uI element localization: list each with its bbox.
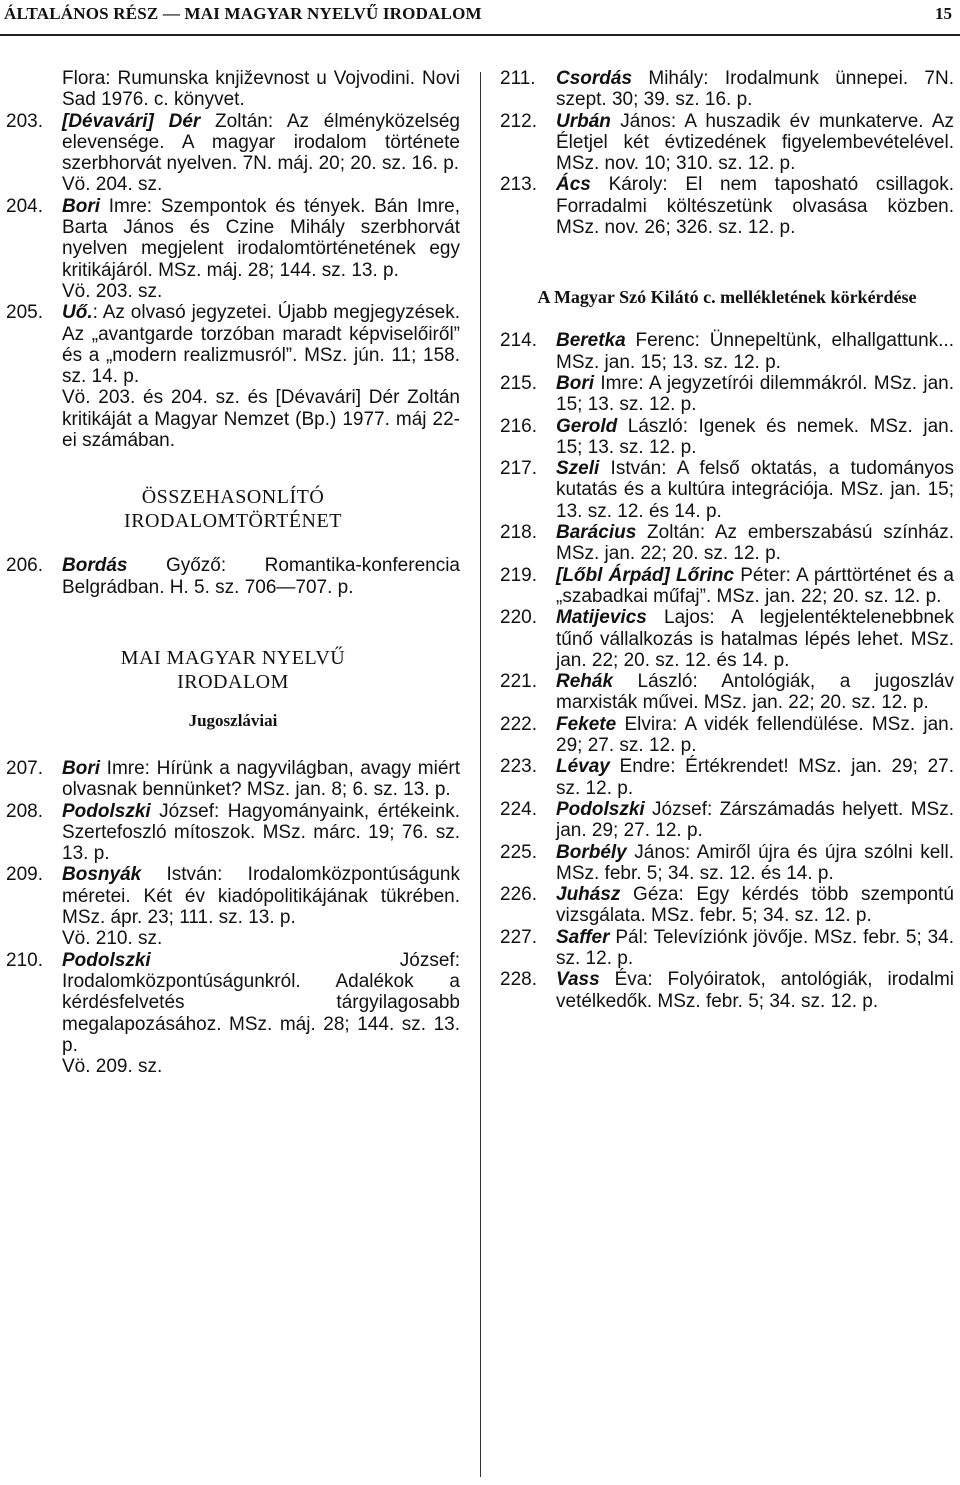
running-header [0, 0, 960, 36]
entry-body: József: Zárszámadás helyett. MSz. jan. 29; 27. 12. p. [556, 798, 954, 842]
entry-author: Ács [556, 174, 591, 196]
entry-author: Juhász [556, 884, 621, 906]
page-number: 15 [935, 4, 952, 23]
entry-author: Matijevics [556, 607, 647, 629]
entry-text [556, 111, 954, 175]
entry-text [62, 801, 460, 865]
entry-body: József: Irodalomközpontúságunkról. Adalékok a kérdésfelvetés tárgyilagosabb megalapozásához. MSz. máj. 28; 144. sz. 13. p. [62, 949, 460, 1056]
entry-body: Endre: Értékrendet! MSz. jan. 29; 27. sz. 12. p. [556, 756, 954, 799]
bibliography-entry [500, 565, 954, 608]
entry-author: Podolszki [62, 800, 151, 822]
entry-author: Gerold [556, 415, 618, 437]
entry-number: 222. [500, 713, 537, 735]
entry-body: István: Irodalomközpontúságunk méretei. Két év kiadópolitikájának tükrében. MSz. ápr. 23; 111. sz. 13. p. [62, 864, 460, 929]
entry-number: 227. [500, 926, 537, 948]
section-heading: A Magyar Szó Kilátó c. mellékletének körkérdése [537, 287, 917, 308]
entry-author: Uő. [62, 302, 93, 324]
bibliography-entry [500, 607, 954, 671]
bibliography-entry [500, 714, 954, 757]
bibliography-entry [500, 927, 954, 970]
entry-body: Imre: Szempontok és tények. Bán Imre, Barta János és Czine Mihály szerbhorvát nyelven megjelent irodalomtörténetének egy kritikájáról. MSz. máj. 28; 144. sz. 13. p. [62, 195, 460, 281]
entry-text [556, 842, 954, 885]
entry-number: 215. [500, 372, 537, 394]
entry-body: Pál: Televíziónk jövője. MSz. febr. 5; 34. sz. 12. p. [556, 926, 954, 969]
entry-cross-reference: Vö. 203. és 204. sz. és [Dévavári] Dér Zoltán kritikáját a Magyar Nemzet (Bp.) 1977. máj 22-ei számában. [62, 387, 460, 452]
bibliography-entry [500, 884, 954, 927]
entry-body: János: Amiről újra és újra szólni kell. MSz. febr. 5; 34. sz. 12. és 14. p. [556, 841, 954, 884]
entry-text [556, 174, 954, 238]
entry-text [62, 555, 460, 598]
entry-list [6, 111, 460, 452]
entry-body: Mihály: Irodalmunk ünnepei. 7N. szept. 30; 39. sz. 16. p. [556, 68, 954, 111]
bibliography-entry [500, 969, 954, 1012]
entry-author: Bori [62, 195, 100, 217]
entry-number: 224. [500, 798, 537, 820]
entry-author: Csordás [556, 68, 633, 89]
bibliography-entry [6, 950, 460, 1078]
entry-number: 209. [6, 864, 43, 886]
entry-body: Imre: A jegyzetírói dilemmákról. MSz. jan. 15; 13. sz. 12. p. [556, 372, 954, 416]
entry-body: Imre: Hírünk a nagyvilágban, avagy miért olvasnak bennünket? MSz. jan. 8; 6. sz. 13. p. [62, 757, 460, 801]
entry-list [6, 555, 460, 598]
entry-text [556, 799, 954, 842]
entry-author: Szeli [556, 458, 600, 480]
entry-cross-reference: Vö. 204. sz. [62, 174, 163, 196]
entry-number: 217. [500, 458, 537, 480]
entry-text [556, 522, 954, 565]
entry-text [62, 196, 460, 281]
entry-author: Saffer [556, 926, 610, 948]
entry-author: Bori [62, 757, 100, 779]
entry-text [556, 969, 954, 1012]
section-heading: MAI MAGYAR NYELVŰ IRODALOM [120, 646, 346, 693]
entry-body: Éva: Folyóiratok, antológiák, irodalmi vetélkedők. MSz. febr. 5; 34. sz. 12. p. [556, 969, 954, 1012]
bibliography-entry [6, 758, 460, 801]
entry-number: 212. [500, 110, 537, 132]
entry-number: 225. [500, 841, 537, 863]
entry-author: Bordás [62, 555, 128, 577]
entry-number: 228. [500, 969, 537, 991]
entry-text [556, 565, 954, 608]
entry-body: Lajos: A legjelentéktelenebbnek tűnő vállalkozás is hatalmas lépés lehet. MSz. jan. 22; 20. sz. 12. és 14. p. [556, 607, 954, 671]
bibliography-entry [500, 416, 954, 459]
entry-list [500, 330, 954, 1012]
entry-text [556, 373, 954, 416]
section-heading: ÖSSZEHASONLÍTÓ IRODALOMTÖRTÉNET [124, 486, 342, 533]
entry-text [556, 927, 954, 970]
entry-author: Vass [556, 969, 600, 991]
entry-cross-reference: Vö. 209. sz. [62, 1056, 163, 1078]
entry-body: Károly: El nem taposható csillagok. Forradalmi költészetünk olvasása közben. MSz. nov. 26; 326. sz. 12. p. [556, 174, 954, 239]
entry-body: Péter: A párttörténet és a „szabadkai műfaj”. MSz. jan. 22; 20. sz. 12. p. [556, 564, 955, 607]
entry-author: Bori [556, 372, 594, 394]
entry-text [556, 607, 954, 671]
entry-body: Géza: Egy kérdés több szempontú vizsgálata. MSz. febr. 5; 34. sz. 12. p. [556, 884, 954, 927]
entry-text [556, 68, 954, 111]
bibliography-entry [500, 842, 954, 885]
entry-text [62, 302, 460, 387]
entry-cross-reference: Vö. 203. sz. [62, 280, 163, 302]
entry-text [62, 950, 460, 1056]
entry-cross-reference: Vö. 210. sz. [62, 928, 163, 950]
bibliography-entry [6, 555, 460, 598]
entry-text [556, 671, 954, 714]
entry-number: 207. [6, 757, 43, 779]
entry-list [6, 758, 460, 1077]
bibliography-entry [500, 522, 954, 565]
entry-body: Elvira: A vidék fellendülése. MSz. jan. 29; 27. sz. 12. p. [556, 713, 954, 757]
entry-number: 226. [500, 884, 537, 906]
entry-text [556, 884, 954, 927]
entry-text [556, 458, 954, 522]
entry-number: 210. [6, 949, 43, 971]
entry-number: 214. [500, 330, 537, 352]
bibliography-entry [500, 174, 954, 238]
entry-number: 211. [500, 68, 536, 89]
section-subheading: Jugoszláviai [188, 710, 278, 730]
entry-text [62, 758, 460, 801]
bibliography-entry [6, 801, 460, 865]
entry-number: 219. [500, 564, 537, 586]
entry-number: 216. [500, 415, 537, 437]
entry-body: : Az olvasó jegyzetei. Újabb megjegyzések. Az „avantgarde torzóban maradt képviselőiről” és a „modern realizmusról”. MSz. jún. 11; 158. sz. 14. p. [62, 302, 460, 388]
entry-text [556, 330, 954, 373]
entry-text [62, 864, 460, 928]
entry-author: Lévay [556, 756, 610, 778]
bibliography-entry [500, 68, 954, 111]
entry-body: Győző: Romantika-konferencia Belgrádban. H. 5. sz. 706—707. p. [62, 555, 460, 598]
entry-number: 213. [500, 174, 537, 196]
entry-number: 205. [6, 302, 43, 324]
entry-body: Zoltán: Az emberszabású színház. MSz. jan. 22; 20. sz. 12. p. [556, 522, 954, 565]
bibliography-entry [500, 111, 954, 175]
entry-author: Rehák [556, 671, 614, 693]
continued-entry: Flora: Rumunska književnost u Vojvodini. Novi Sad 1976. c. könyvet. [62, 68, 460, 111]
entry-text [556, 416, 954, 459]
entry-body: József: Hagyományaink, értékeink. Szertefoszló mítoszok. MSz. márc. 19; 76. sz. 13. p. [62, 800, 460, 865]
bibliography-entry [500, 373, 954, 416]
entry-text [556, 714, 954, 757]
bibliography-entry [500, 799, 954, 842]
entry-author: [Dévavári] Dér [62, 110, 201, 132]
entry-number: 208. [6, 800, 43, 822]
entry-number: 204. [6, 195, 43, 217]
entry-author: Beretka [556, 330, 626, 352]
entry-list [500, 68, 954, 238]
header-title: ÁLTALÁNOS RÉSZ — MAI MAGYAR NYELVŰ IRODALOM [4, 4, 482, 23]
entry-author: Bosnyák [62, 864, 142, 886]
entry-author: Podolszki [62, 949, 151, 971]
bibliography-entry [6, 302, 460, 451]
entry-author: Podolszki [556, 798, 645, 820]
entry-body: János: A huszadik év munkaterve. Az Életjel két évtizedének figyelembevételével. MSz. nov. 10; 310. sz. 12. p. [556, 110, 954, 175]
entry-body: Zoltán: Az élményközelség elevensége. A magyar irodalom története szerbhorvát nyelven. 7N. máj. 20; 20. sz. 16. p. [62, 110, 460, 175]
bibliography-entry [6, 111, 460, 196]
right-column [500, 68, 954, 1012]
bibliography-entry [500, 756, 954, 799]
entry-number: 206. [6, 555, 43, 577]
bibliography-entry [500, 671, 954, 714]
bibliography-entry [6, 196, 460, 302]
entry-number: 223. [500, 756, 537, 778]
bibliography-entry [500, 458, 954, 522]
entry-text [62, 111, 460, 175]
entry-number: 221. [500, 671, 537, 693]
bibliography-entry [500, 330, 954, 373]
entry-text [556, 756, 954, 799]
entry-body: László: Antológiák, a jugoszláv marxisták művei. MSz. jan. 22; 20. sz. 12. p. [556, 671, 954, 714]
entry-number: 203. [6, 110, 43, 132]
entry-body: László: Igenek és nemek. MSz. jan. 15; 13. sz. 12. p. [556, 415, 954, 458]
entry-author: [Lőbl Árpád] Lőrinc [556, 564, 735, 586]
entry-author: Fekete [556, 713, 617, 735]
entry-number: 218. [500, 522, 537, 544]
bibliography-entry [6, 864, 460, 949]
entry-author: Borbély [556, 841, 627, 863]
entry-number: 220. [500, 607, 537, 629]
entry-body: István: A felső oktatás, a tudományos kutatás és a kultúra integrációja. MSz. jan. 15; 13. sz. 12. és 14. p. [556, 458, 954, 522]
column-divider [480, 72, 481, 1477]
entry-author: Barácius [556, 522, 637, 544]
entry-author: Urbán [556, 110, 611, 132]
entry-body: Ferenc: Ünnepeltünk, elhallgattunk... MSz. jan. 15; 13. sz. 12. p. [556, 330, 954, 373]
left-column [6, 68, 460, 1077]
